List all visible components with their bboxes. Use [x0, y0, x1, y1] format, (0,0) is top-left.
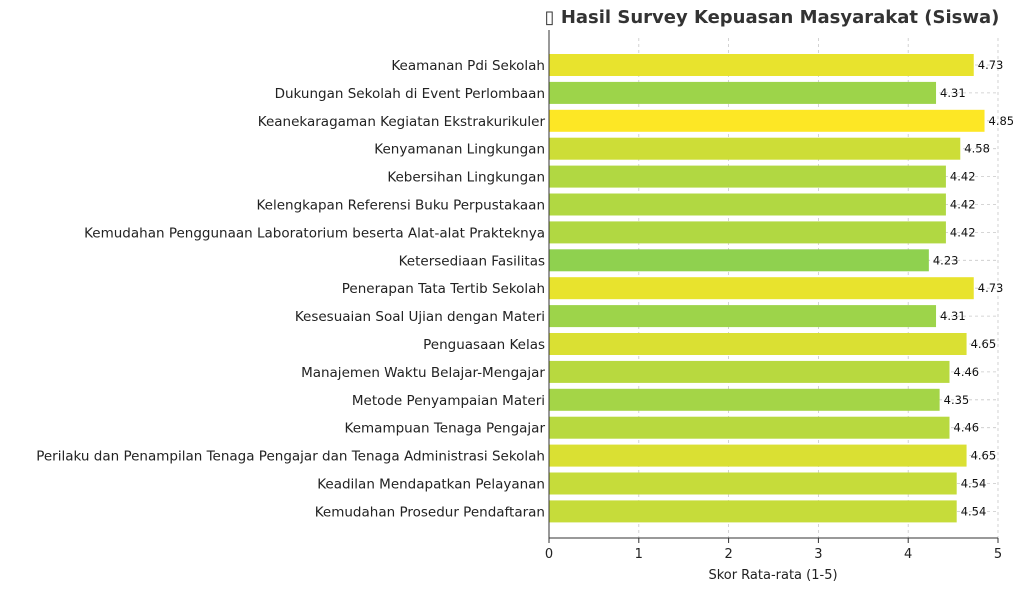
category-label: Kemampuan Tenaga Pengajar	[344, 420, 545, 437]
value-label: 4.85	[988, 113, 1015, 128]
value-label: 4.65	[970, 337, 997, 351]
value-label: 4.31	[940, 85, 966, 100]
bar	[549, 110, 985, 132]
value-label: 4.65	[970, 448, 997, 463]
category-label: Kemudahan Penggunaan Laboratorium beserta Alat-alat Prakteknya	[84, 225, 545, 242]
category-label: Dukungan Sekolah di Event Perlombaan	[274, 85, 545, 102]
value-label: 4.73	[977, 281, 1004, 296]
bar	[549, 333, 967, 355]
category-label: Manajemen Waktu Belajar-Mengajar	[301, 364, 545, 381]
x-tick-label: 5	[993, 547, 1003, 562]
category-label: Kelengkapan Referensi Buku Perpustakaan	[256, 197, 545, 214]
x-axis-title: Skor Rata-rata (1-5)	[708, 568, 838, 583]
bar	[549, 249, 929, 271]
value-label: 4.73	[977, 58, 1004, 72]
bar	[549, 417, 950, 439]
bar	[549, 54, 974, 76]
x-tick-label: 0	[544, 547, 554, 562]
x-tick-label: 4	[904, 547, 913, 562]
category-label: Metode Penyampaian Materi	[351, 392, 545, 409]
category-label: Kemudahan Prosedur Pendaftaran	[314, 504, 545, 521]
bar	[549, 473, 957, 495]
bar	[549, 361, 950, 383]
category-label: Penguasaan Kelas	[423, 337, 545, 353]
bar	[549, 221, 946, 243]
bars	[36, 54, 1014, 522]
bar	[549, 389, 940, 411]
category-label: Kebersihan Lingkungan	[387, 169, 545, 186]
chart-title: ▯ Hasil Survey Kepuasan Masyarakat (Siswa)	[544, 7, 1000, 28]
value-label: 4.42	[949, 225, 976, 240]
value-label: 4.23	[932, 253, 959, 268]
bar	[549, 166, 946, 188]
bar	[549, 305, 936, 327]
bar	[549, 194, 946, 216]
value-label: 4.42	[949, 169, 976, 184]
value-label: 4.46	[953, 364, 980, 379]
value-label: 4.58	[964, 141, 990, 156]
x-tick-label: 3	[814, 547, 823, 562]
category-label: Kesesuaian Soal Ujian dengan Materi	[294, 309, 545, 326]
value-label: 4.31	[940, 309, 966, 324]
category-label: Kenyamanan Lingkungan	[374, 141, 545, 158]
value-label: 4.35	[943, 392, 970, 407]
category-label: Perilaku dan Penampilan Tenaga Pengajar dan Tenaga Administrasi Sekolah	[36, 448, 545, 465]
value-label: 4.54	[960, 504, 987, 519]
bar	[549, 82, 936, 104]
value-label: 4.42	[949, 197, 976, 212]
category-label: Penerapan Tata Tertib Sekolah	[341, 281, 545, 298]
category-label: Ketersediaan Fasilitas	[398, 253, 545, 270]
x-tick-label: 1	[634, 547, 643, 562]
category-label: Keamanan Pdi Sekolah	[391, 58, 545, 74]
value-label: 4.54	[960, 476, 987, 491]
bar	[549, 138, 960, 160]
bar	[549, 277, 974, 299]
category-label: Keadilan Mendapatkan Pelayanan	[317, 476, 545, 493]
value-label: 4.46	[953, 420, 980, 435]
x-tick-label: 2	[724, 547, 733, 562]
bar	[549, 500, 957, 522]
category-label: Keanekaragaman Kegiatan Ekstrakurikuler	[257, 113, 545, 130]
bar	[549, 445, 967, 467]
